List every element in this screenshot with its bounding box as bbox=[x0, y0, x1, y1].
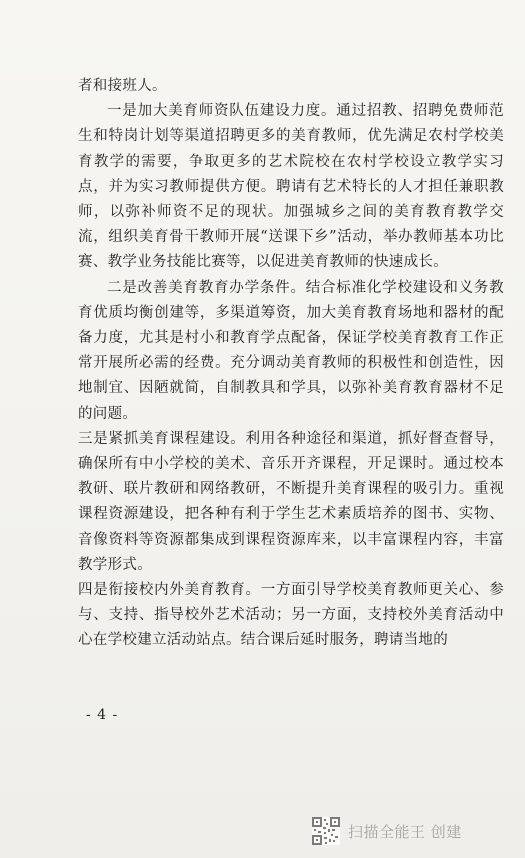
paragraph-continuation: 者和接班人。 bbox=[78, 78, 167, 94]
body-text bbox=[78, 74, 504, 654]
paragraph-inside-outside: 四是衔接校内外美育教育。一方面引导学校美育教师更关心、参与、支持、指导校外艺术活动；另一方面，支持校外美育活动中心在学校建立活动站点。结合课后延时服务，聘请当地的 bbox=[78, 582, 504, 649]
page-number: - 4 - bbox=[86, 707, 119, 723]
paragraph-school-conditions: 二是改善美育教育办学条件。结合标准化学校建设和义务教育优质均衡创建等，多渠道筹资，加大美育教育场地和器材的配备力度，尤其是村小和教育学点配备，保证学校美育教育工作正常开展所必需的经费。充分调动美育教师的积极性和创造性，因地制宜、因陋就简，自制教具和学具，以弥补美育教育器材不足的问题。 bbox=[78, 279, 504, 422]
qr-code-icon bbox=[312, 817, 340, 845]
paragraph-curriculum: 三是紧抓美育课程建设。利用各种途径和渠道，抓好督查督导，确保所有中小学校的美术、音乐开齐课程，开足课时。通过校本教研、联片教研和网络教研，不断提升美育课程的吸引力。重视课程资源建设，把各种有利于学生艺术素质培养的图书、实物、音像资料等资源都集成到课程资源库来，以丰富课程内容，丰富教学形式。 bbox=[78, 430, 504, 573]
watermark-text: 扫描全能王 创建 bbox=[348, 822, 462, 841]
scanner-watermark bbox=[312, 815, 512, 847]
paragraph-teacher-staffing: 一是加大美育师资队伍建设力度。通过招教、招聘免费师范生和特岗计划等渠道招聘更多的美育教师，优先满足农村学校美育教学的需要，争取更多的艺术院校在农村学校设立教学实习点，并为实习教师提供方便。聘请有艺术特长的人才担任兼职教师，以弥补师资不足的现状。加强城乡之间的美育教育教学交流，组织美育骨干教师开展“送课下乡”活动，举办教师基本功比赛、教学业务技能比赛等，以促进美育教师的快速成长。 bbox=[78, 103, 504, 271]
